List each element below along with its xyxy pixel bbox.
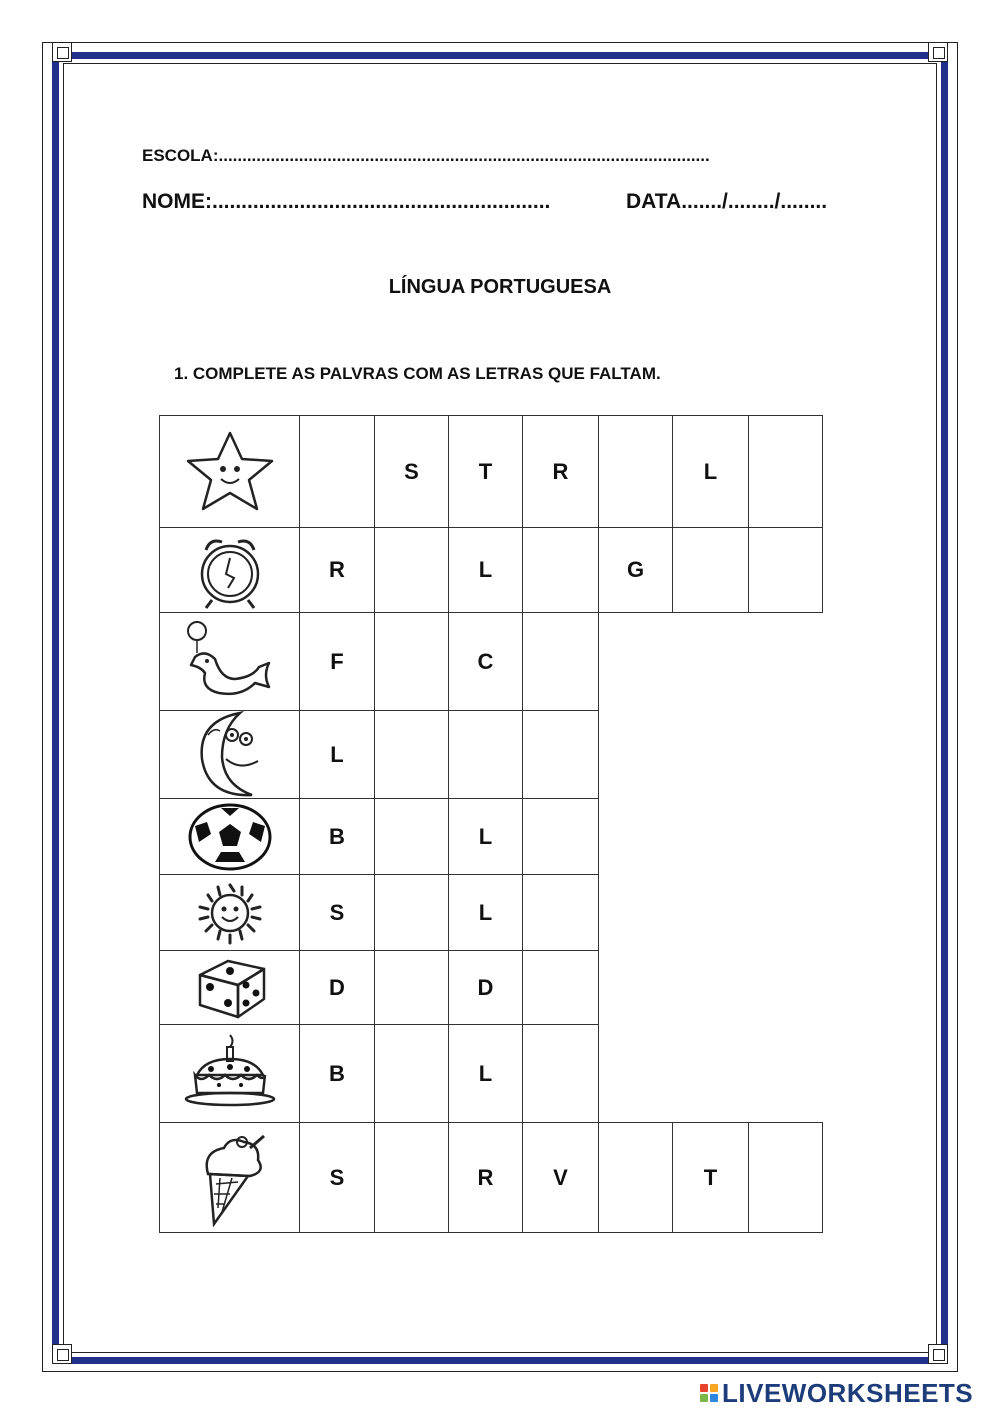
- given-letter-cell: [299, 874, 375, 951]
- given-letter: S: [329, 899, 345, 925]
- blank-letter-cell[interactable]: [748, 415, 823, 528]
- blank-letter-cell[interactable]: [748, 1122, 823, 1233]
- given-letter-cell: [448, 612, 523, 711]
- date-field: DATA......./......../........: [626, 190, 828, 213]
- given-letter-cell: [299, 612, 375, 711]
- given-letter: L: [478, 557, 493, 582]
- given-letter: D: [477, 974, 494, 1000]
- cake-icon: [175, 1029, 285, 1119]
- word-picture-cell: [159, 527, 300, 613]
- exercise-instruction: 1. COMPLETE AS PALVRAS COM AS LETRAS QUE FALTAM.: [174, 364, 661, 383]
- blank-letter-cell[interactable]: [374, 527, 449, 613]
- blank-letter-cell[interactable]: [374, 1024, 449, 1123]
- alarm-clock-icon: [180, 530, 280, 610]
- given-letter: R: [552, 458, 569, 484]
- given-letter: C: [477, 648, 494, 674]
- blank-letter-cell[interactable]: [374, 874, 449, 951]
- given-letter-cell: [448, 950, 523, 1025]
- given-letter: R: [329, 557, 345, 582]
- given-letter-cell: [448, 1024, 523, 1123]
- word-picture-cell: [159, 710, 300, 799]
- border-corner: [52, 42, 72, 62]
- given-letter: F: [330, 648, 344, 674]
- given-letter-cell: [374, 415, 449, 528]
- given-letter-cell: [448, 874, 523, 951]
- blank-letter-cell[interactable]: [672, 527, 749, 613]
- given-letter-cell: [448, 798, 523, 875]
- given-letter-cell: [672, 1122, 749, 1233]
- blank-letter-cell[interactable]: [748, 527, 823, 613]
- subject-title: LÍNGUA PORTUGUESA: [388, 276, 612, 298]
- word-picture-cell: [159, 1024, 300, 1123]
- given-letter: S: [329, 1164, 345, 1190]
- blank-letter-cell[interactable]: [522, 1024, 599, 1123]
- given-letter-cell: [672, 415, 749, 528]
- given-letter: L: [703, 458, 718, 484]
- given-letter-cell: [299, 527, 375, 613]
- given-letter: T: [703, 1164, 718, 1190]
- blank-letter-cell[interactable]: [598, 415, 673, 528]
- given-letter-cell: [522, 415, 599, 528]
- given-letter: B: [329, 1060, 345, 1086]
- word-picture-cell: [159, 798, 300, 875]
- word-picture-cell: [159, 415, 300, 528]
- border-corner: [52, 1344, 72, 1364]
- soccer-ball-icon: [185, 802, 275, 872]
- given-letter-cell: [299, 1122, 375, 1233]
- given-letter-cell: [522, 1122, 599, 1233]
- seal-with-ball-icon: [175, 617, 285, 707]
- given-letter-cell: [299, 1024, 375, 1123]
- given-letter: R: [477, 1164, 494, 1190]
- blank-letter-cell[interactable]: [522, 798, 599, 875]
- dice-icon: [180, 953, 280, 1023]
- given-letter: L: [330, 741, 344, 767]
- given-letter: L: [478, 1060, 493, 1086]
- given-letter: B: [329, 823, 345, 849]
- given-letter-cell: [448, 415, 523, 528]
- given-letter: L: [478, 823, 493, 849]
- star-icon: [175, 427, 285, 517]
- given-letter: V: [553, 1164, 568, 1190]
- liveworksheets-logo: [700, 1378, 973, 1408]
- ice-cream-icon: [180, 1128, 280, 1228]
- given-letter: D: [329, 974, 345, 1000]
- logo-icon: [700, 1384, 718, 1402]
- word-picture-cell: [159, 1122, 300, 1233]
- given-letter-cell: [299, 950, 375, 1025]
- given-letter-cell: [299, 710, 375, 799]
- given-letter: L: [478, 899, 493, 925]
- blank-letter-cell[interactable]: [522, 874, 599, 951]
- blank-letter-cell[interactable]: [374, 798, 449, 875]
- word-picture-cell: [159, 874, 300, 951]
- name-field: NOME:..........................................................: [142, 190, 551, 213]
- blank-letter-cell[interactable]: [598, 1122, 673, 1233]
- moon-icon: [180, 705, 280, 805]
- blank-letter-cell[interactable]: [374, 950, 449, 1025]
- given-letter-cell: [448, 527, 523, 613]
- border-corner: [928, 42, 948, 62]
- logo-text: LIVEWORKSHEETS: [722, 1377, 974, 1408]
- blank-letter-cell[interactable]: [522, 950, 599, 1025]
- given-letter: S: [404, 458, 419, 484]
- blank-letter-cell[interactable]: [299, 415, 375, 528]
- blank-letter-cell[interactable]: [522, 527, 599, 613]
- sun-icon: [180, 877, 280, 949]
- border-corner: [928, 1344, 948, 1364]
- given-letter-cell: [448, 1122, 523, 1233]
- word-picture-cell: [159, 612, 300, 711]
- given-letter-cell: [598, 527, 673, 613]
- school-field: ESCOLA:........................................................................................................: [142, 146, 710, 165]
- blank-letter-cell[interactable]: [374, 1122, 449, 1233]
- blank-letter-cell[interactable]: [448, 710, 523, 799]
- blank-letter-cell[interactable]: [374, 710, 449, 799]
- given-letter: T: [478, 458, 493, 484]
- word-picture-cell: [159, 950, 300, 1025]
- given-letter: G: [626, 557, 645, 582]
- blank-letter-cell[interactable]: [522, 612, 599, 711]
- blank-letter-cell[interactable]: [374, 612, 449, 711]
- blank-letter-cell[interactable]: [522, 710, 599, 799]
- given-letter-cell: [299, 798, 375, 875]
